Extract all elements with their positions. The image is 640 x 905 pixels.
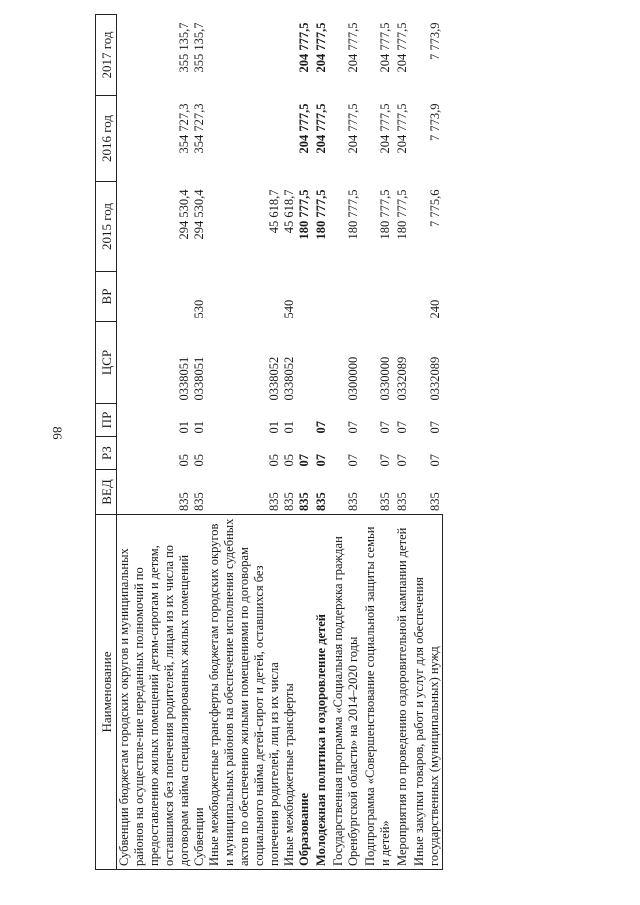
row-csr: 0338051 [192, 356, 206, 401]
row-2015: 294 530,4 [177, 189, 191, 240]
row-vr [297, 272, 312, 322]
table-row [329, 15, 361, 870]
header-2016: 2016 год [96, 96, 117, 182]
row-pr: 07 [314, 421, 328, 434]
row-name: Молодежная политика и оздоровление детей [312, 515, 329, 870]
row-ved: 835 [395, 492, 409, 511]
row-name: Образование [297, 515, 312, 870]
row-name: Подпрограмма «Совершенствование социальной защиты семьи и детей» [361, 515, 393, 870]
row-pr: 07 [395, 421, 409, 434]
row-csr: 0300000 [346, 356, 360, 401]
row-ved: 835 [282, 492, 296, 511]
row-2016: 354 727,3 [192, 103, 206, 154]
row-2017 [207, 15, 282, 96]
row-2016: 204 777,5 [378, 103, 392, 154]
row-vr: 540 [282, 299, 296, 319]
row-2015: 180 777,5 [378, 189, 392, 240]
row-2016: 204 777,5 [297, 103, 311, 154]
row-2016: 204 777,5 [346, 103, 360, 154]
row-vr [117, 272, 193, 322]
row-ved: 835 [314, 492, 328, 511]
row-2017: 204 777,5 [395, 22, 409, 73]
row-csr [297, 322, 312, 404]
row-vr [393, 272, 410, 322]
row-rz: 05 [192, 454, 206, 467]
row-csr: 0332089 [427, 356, 442, 401]
row-2016: 204 777,5 [314, 103, 328, 154]
row-rz: 07 [427, 454, 442, 467]
row-csr: 0338052 [267, 356, 281, 401]
row-vr [329, 272, 361, 322]
row-2015: 7 775,6 [427, 189, 442, 227]
table-row [297, 15, 312, 870]
row-2017 [282, 15, 297, 96]
row-csr: 0338051 [177, 356, 191, 401]
row-2015: 180 777,5 [395, 189, 409, 240]
header-ved: ВЕД [96, 470, 117, 515]
row-vr [312, 272, 329, 322]
row-csr [312, 322, 329, 404]
row-2015: 45 618,7 [267, 189, 281, 234]
row-rz: 05 [282, 454, 296, 467]
row-2015: 45 618,7 [282, 189, 296, 234]
row-csr: 0338052 [282, 356, 296, 401]
header-2017: 2017 год [96, 15, 117, 96]
row-rz: 07 [395, 454, 409, 467]
row-vr [207, 272, 282, 322]
row-name: Государственная программа «Социальная поддержка граждан Оренбургской области» на 2014–2020 годы [329, 515, 361, 870]
row-pr: 07 [378, 421, 392, 434]
row-pr: 01 [282, 421, 296, 434]
row-rz: 07 [297, 454, 311, 467]
row-ved: 835 [177, 492, 191, 511]
row-name: Иные межбюджетные трансферты бюджетам городских округов и муниципальных районов на обеспечение исполнения судебных актов по обеспечению жилыми помещениями по договорам социального найма детей-сирот и детей, оставшихся без попечения родителей, лиц из их числа [207, 515, 282, 870]
header-name: Наименование [96, 515, 117, 870]
header-csr: ЦСР [96, 322, 117, 404]
row-pr: 07 [427, 421, 442, 434]
row-rz: 07 [346, 454, 360, 467]
table-row [393, 15, 410, 870]
row-rz: 07 [314, 454, 328, 467]
row-2015: 180 777,5 [297, 189, 311, 240]
row-csr: 0330000 [378, 356, 392, 401]
row-rz: 07 [378, 454, 392, 467]
row-ved: 835 [192, 492, 206, 511]
header-vr: ВР [96, 272, 117, 322]
header-rz: РЗ [96, 437, 117, 470]
row-pr: 01 [267, 421, 281, 434]
row-ved: 835 [427, 492, 442, 511]
table-row [117, 15, 193, 870]
row-2017: 204 777,5 [378, 22, 392, 73]
header-pr: ПР [96, 404, 117, 437]
row-2017: 204 777,5 [297, 22, 311, 73]
table-row [410, 15, 443, 870]
budget-table [95, 14, 443, 870]
table-row [192, 15, 207, 870]
row-vr [361, 272, 393, 322]
row-pr: 01 [177, 421, 191, 434]
page-number: 86 [50, 426, 65, 440]
row-pr: 01 [192, 421, 206, 434]
row-ved: 835 [297, 492, 311, 511]
row-ved: 835 [378, 492, 392, 511]
row-vr: 240 [427, 299, 442, 319]
row-2016 [207, 96, 282, 182]
header-row [96, 15, 117, 870]
row-2017: 204 777,5 [346, 22, 360, 73]
budget-table-rotated [95, 15, 585, 870]
row-ved: 835 [267, 492, 281, 511]
row-2015: 180 777,5 [346, 189, 360, 240]
row-2016 [282, 96, 297, 182]
table-row [282, 15, 297, 870]
row-2016: 204 777,5 [395, 103, 409, 154]
row-name: Мероприятия по проведению оздоровительной кампании детей [393, 515, 410, 870]
row-2015: 294 530,4 [192, 189, 206, 240]
row-pr: 07 [346, 421, 360, 434]
table-row [207, 15, 282, 870]
row-2017: 7 773,9 [427, 22, 442, 60]
row-pr [297, 404, 312, 437]
row-2017: 355 135,7 [192, 22, 206, 73]
row-rz: 05 [177, 454, 191, 467]
row-name: Иные межбюджетные трансферты [282, 515, 297, 870]
table-row [312, 15, 329, 870]
row-2016: 354 727,3 [177, 103, 191, 154]
table-row [361, 15, 393, 870]
row-name: Иные закупки товаров, работ и услуг для обеспечения государственных (муниципальных) нужд [410, 515, 443, 870]
row-rz: 05 [267, 454, 281, 467]
row-vr: 530 [192, 299, 206, 319]
row-2016: 7 773,9 [427, 103, 442, 141]
row-csr: 0332089 [395, 356, 409, 401]
row-2017: 204 777,5 [314, 22, 328, 73]
row-2017: 355 135,7 [177, 22, 191, 73]
row-name: Субвенции [192, 515, 207, 870]
header-2015: 2015 год [96, 182, 117, 272]
row-name: Субвенции бюджетам городских округов и муниципальных районов на осуществле-ние переданных полномочий по предоставлению жилых помещений детям-сиротам и детям, оставшимся без попечения родителей, лицам из их числа по договорам найма специализированных жилых помещений [117, 515, 193, 870]
row-2015: 180 777,5 [314, 189, 328, 240]
row-ved: 835 [346, 492, 360, 511]
